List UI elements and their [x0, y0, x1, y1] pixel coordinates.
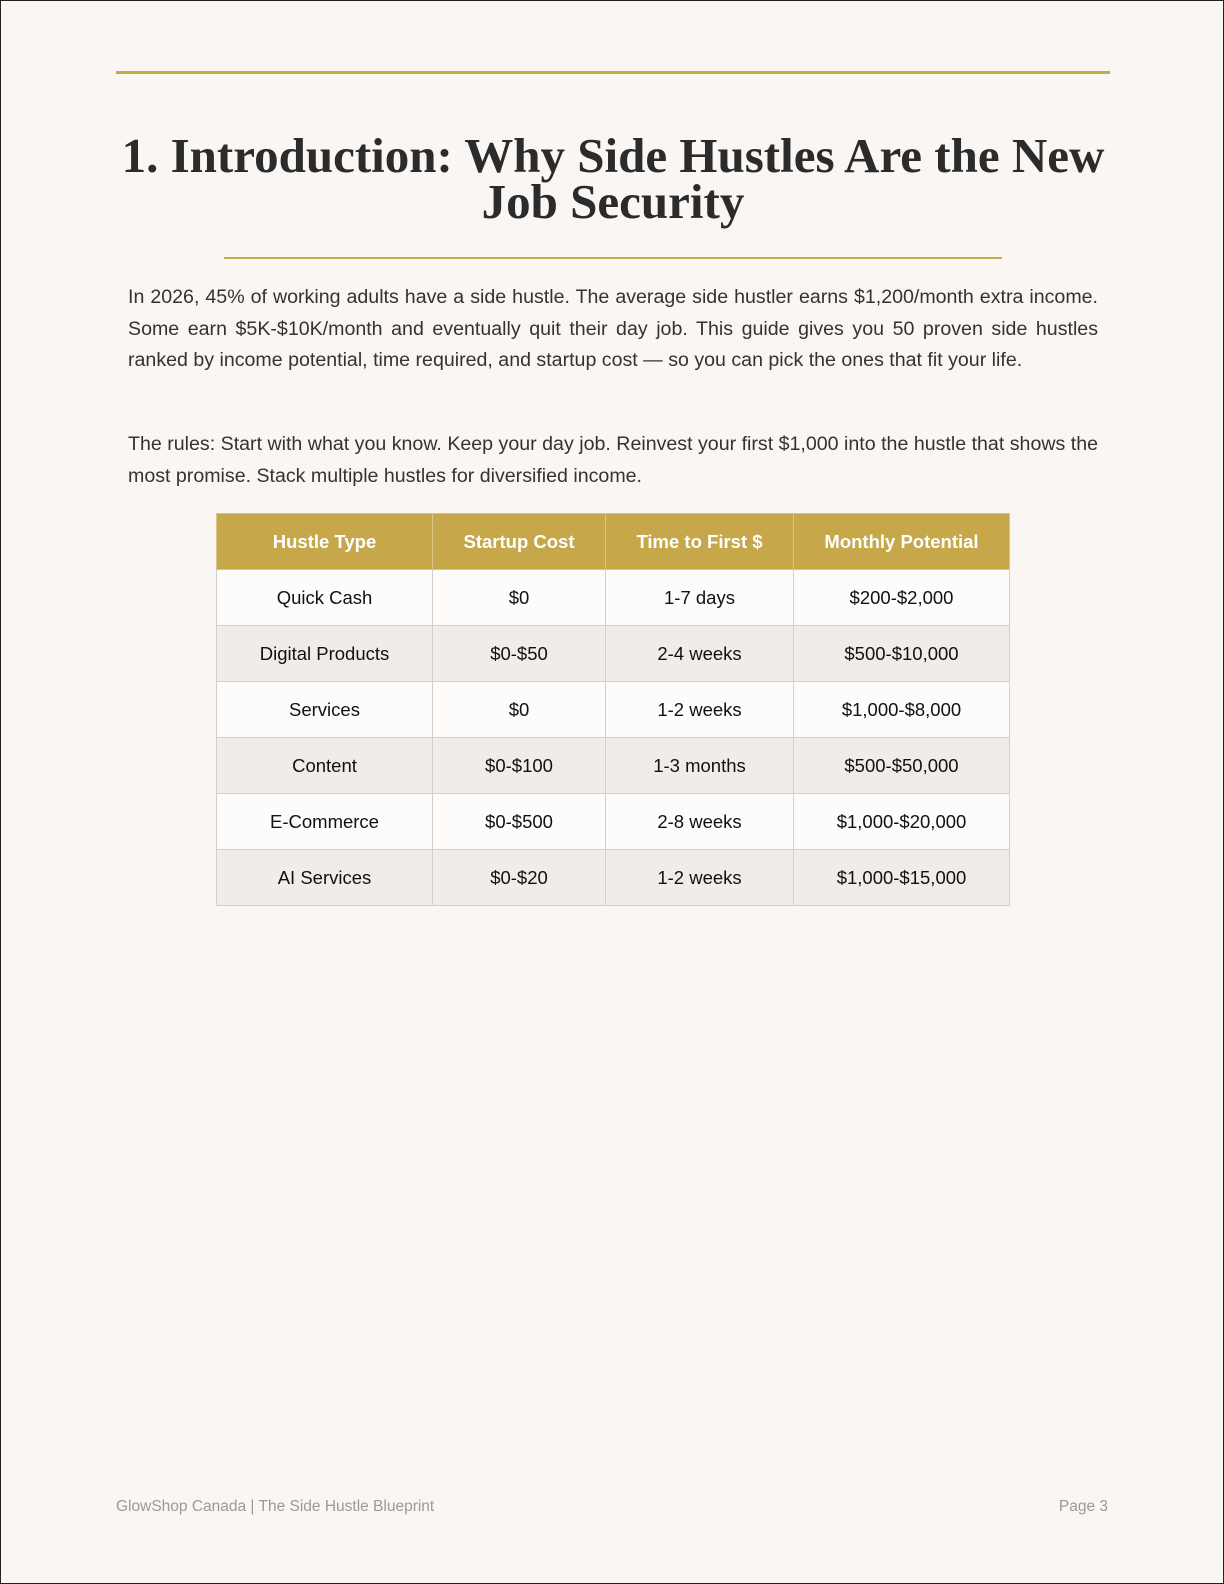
- page-title: 1. Introduction: Why Side Hustles Are the New Job Security: [121, 128, 1105, 229]
- intro-paragraph: In 2026, 45% of working adults have a side hustle. The average side hustler earns $1,200/month extra income. Some earn $5K-$10K/month and eventually quit their day job. This guide gives you 50 proven side hustles ranked by income potential, time required, and startup cost — so you can pick the ones that fit your life.: [128, 286, 1098, 371]
- cell-time-to-first: 1-3 months: [606, 738, 794, 794]
- column-header-hustle-type: Hustle Type: [217, 514, 433, 570]
- cell-hustle-type: Content: [217, 738, 433, 794]
- hustle-table: [216, 513, 1010, 906]
- table-row: [217, 738, 1010, 794]
- cell-monthly-potential: $500-$50,000: [794, 738, 1010, 794]
- cell-monthly-potential: $1,000-$15,000: [794, 850, 1010, 906]
- table-row: [217, 850, 1010, 906]
- cell-startup-cost: $0: [433, 682, 606, 738]
- table-row: [217, 682, 1010, 738]
- cell-time-to-first: 2-8 weeks: [606, 794, 794, 850]
- cell-time-to-first: 1-2 weeks: [606, 850, 794, 906]
- cell-startup-cost: $0-$20: [433, 850, 606, 906]
- table-row: [217, 626, 1010, 682]
- footer-document-title: GlowShop Canada | The Side Hustle Blueprint: [116, 1498, 435, 1515]
- cell-hustle-type: Digital Products: [217, 626, 433, 682]
- footer-page-number: Page 3: [1058, 1498, 1108, 1515]
- table-row: [217, 794, 1010, 850]
- cell-startup-cost: $0-$100: [433, 738, 606, 794]
- cell-monthly-potential: $1,000-$20,000: [794, 794, 1010, 850]
- cell-startup-cost: $0: [433, 570, 606, 626]
- title-divider: [224, 257, 1002, 259]
- cell-hustle-type: Services: [217, 682, 433, 738]
- cell-startup-cost: $0-$500: [433, 794, 606, 850]
- table-header-row: [217, 514, 1010, 570]
- cell-monthly-potential: $200-$2,000: [794, 570, 1010, 626]
- top-divider: [116, 71, 1110, 74]
- cell-hustle-type: E-Commerce: [217, 794, 433, 850]
- cell-time-to-first: 1-7 days: [606, 570, 794, 626]
- cell-startup-cost: $0-$50: [433, 626, 606, 682]
- cell-monthly-potential: $1,000-$8,000: [794, 682, 1010, 738]
- rules-paragraph: The rules: Start with what you know. Keep your day job. Reinvest your first $1,000 into the hustle that shows the most promise. Stack multiple hustles for diversified income.: [128, 433, 1098, 487]
- column-header-time-to-first: Time to First $: [606, 514, 794, 570]
- cell-hustle-type: Quick Cash: [217, 570, 433, 626]
- column-header-monthly-potential: Monthly Potential: [794, 514, 1010, 570]
- table-row: [217, 570, 1010, 626]
- cell-monthly-potential: $500-$10,000: [794, 626, 1010, 682]
- column-header-startup-cost: Startup Cost: [433, 514, 606, 570]
- cell-time-to-first: 2-4 weeks: [606, 626, 794, 682]
- cell-hustle-type: AI Services: [217, 850, 433, 906]
- cell-time-to-first: 1-2 weeks: [606, 682, 794, 738]
